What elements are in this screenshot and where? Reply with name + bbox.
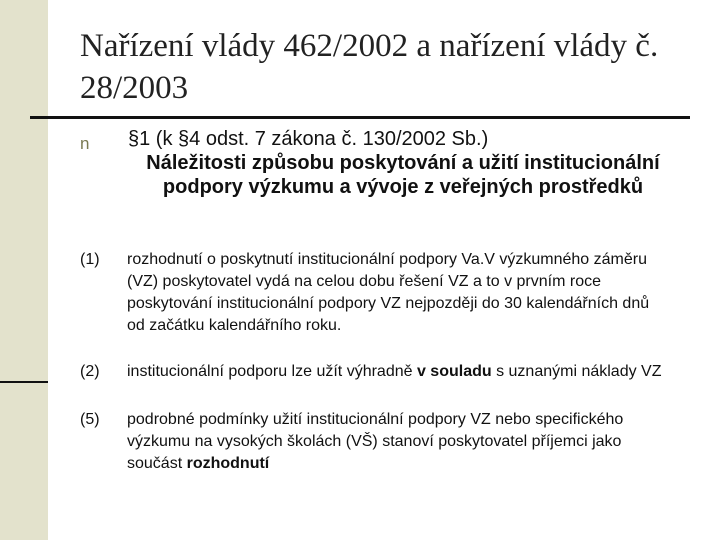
item-text-2 (127, 361, 667, 383)
item-text-2-bold: v souladu (416, 363, 492, 380)
left-band-divider (0, 381, 48, 383)
item-text-3-bold: rozhodnutí (186, 455, 270, 472)
title-underline (30, 116, 690, 119)
item-number-3: (5) (80, 411, 100, 428)
item-text-3 (127, 409, 667, 475)
item-number-1: (1) (80, 251, 100, 268)
item-text-2-end: s uznanými náklady VZ (491, 363, 662, 380)
bullet-icon: n (80, 134, 90, 153)
item-text-2-start: institucionální podporu lze užít výhradně (127, 363, 417, 380)
slide-title: Nařízení vlády 462/2002 a nařízení vlády č. 28/2003 (80, 28, 659, 106)
heading-paragraph-ref: §1 (k §4 odst. 7 zákona č. 130/2002 Sb.) (128, 128, 489, 150)
section-heading (128, 127, 668, 199)
item-text-1: rozhodnutí o poskytnutí institucionální podpory Va.V výzkumného záměru (VZ) poskytovatel vydá na celou dobu řešení VZ a to v prvním roce poskytování institucionální podpory VZ nejpozději do 30 kalendářních dnů od začátku kalendářního roku. (127, 251, 650, 334)
heading-subtitle: Náležitosti způsobu poskytování a užití institucionální podpory výzkumu a vývoje z veřejných prostředků (146, 152, 660, 198)
left-decorative-band (0, 0, 48, 540)
item-number-2: (2) (80, 363, 100, 380)
item-text-3-start: podrobné podmínky užití institucionální podpory VZ nebo specifického výzkumu na vysokých školách (VŠ) stanoví poskytovatel příjemci jako součást (127, 411, 624, 472)
